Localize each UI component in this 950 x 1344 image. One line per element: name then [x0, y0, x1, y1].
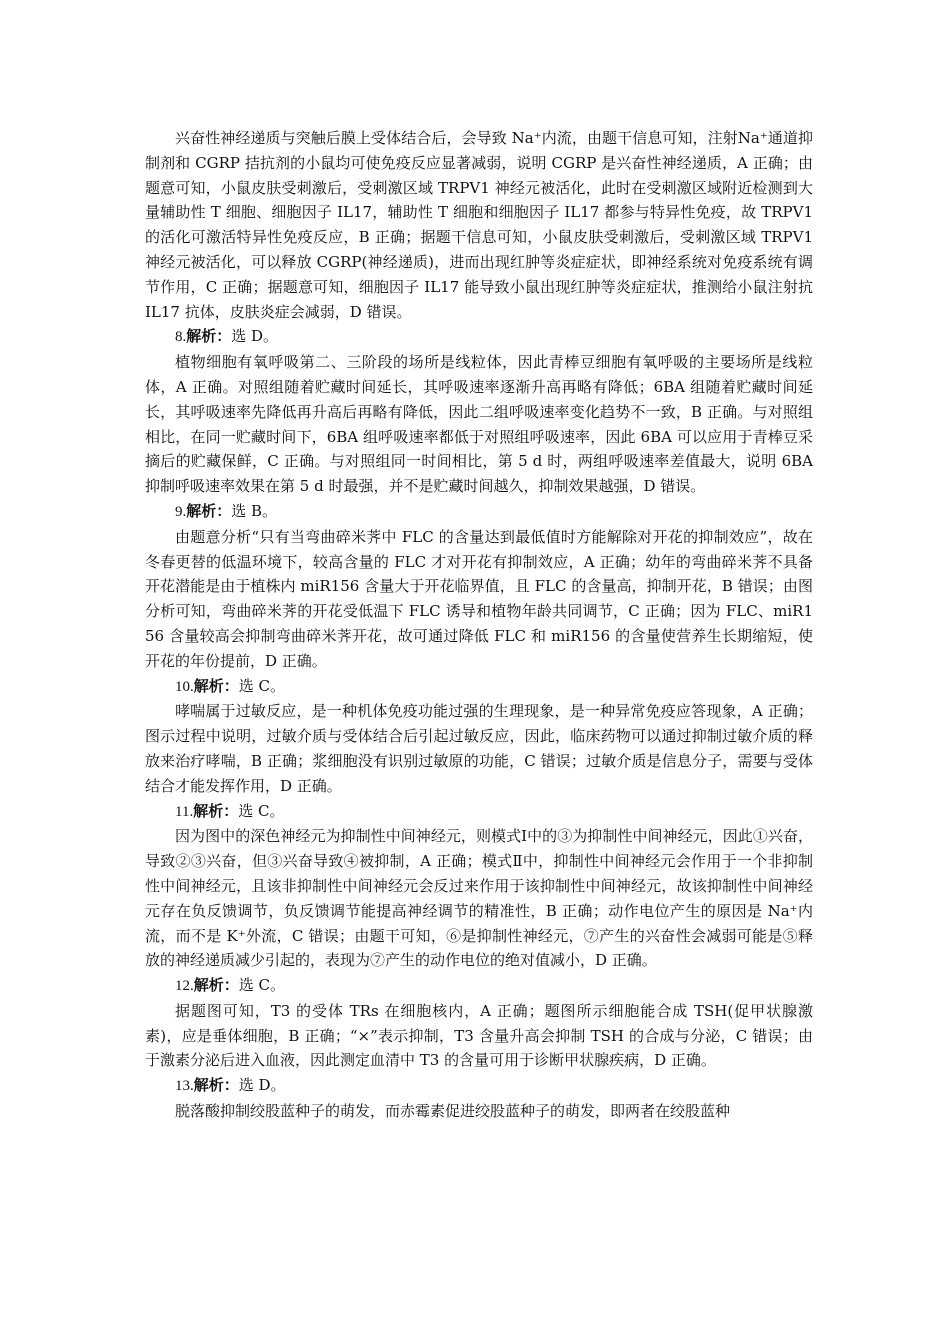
explanation-paragraph: 植物细胞有氧呼吸第二、三阶段的场所是线粒体，因此青棒豆细胞有氧呼吸的主要场所是线粒体，A 正确。对照组随着贮藏时间延长，其呼吸速率逐渐升高再略有降低；6BA 组随着贮藏时间延长，其呼吸速率先降低再升高后再略有降低，因此二组呼吸速率变化趋势不一致，B 正确。与对照组相比，在同一贮藏时间下，6BA 组呼吸速率都低于对照组呼吸速率，因此 6BA 可以应用于青棒豆采摘后的贮藏保鲜，C 正确。与对照组同一时间相比，第 5 d 时，两组呼吸速率差值最大，说明 6BA 抑制呼吸速率效果在第 5 d 时最强，并不是贮藏时间越久，抑制效果越强，D 错误。 — [145, 353, 813, 496]
analysis-label: 解析： — [193, 802, 239, 820]
question-number: 12. — [175, 978, 194, 995]
analysis-label: 解析： — [186, 502, 232, 520]
analysis-label: 解析： — [193, 1077, 239, 1095]
question-number: 10. — [175, 678, 194, 695]
explanation-paragraph: 据题图可知，T3 的受体 TRs 在细胞核内，A 正确；题图所示细胞能合成 TSH(促甲状腺激素)，应是垂体细胞，B 正确；“×”表示抑制，T3 含量升高会抑制 TSH 的合成与分泌，C 错误；由于激素分泌后进入血液，因此测定血清中 T3 的含量可用于诊断甲状腺疾病，D 正确。 — [145, 1001, 813, 1070]
question-number: 9. — [175, 503, 187, 520]
explanation-paragraph: 脱落酸抑制绞股蓝种子的萌发，而赤霉素促进绞股蓝种子的萌发，即两者在绞股蓝种 — [175, 1102, 731, 1121]
answer-choice: 选 B。 — [231, 501, 278, 520]
explanation-paragraph: 哮喘属于过敏反应，是一种机体免疫功能过强的生理现象，是一种异常免疫应答现象，A 正确；图示过程中说明，过敏介质与受体结合后引起过敏反应，因此，临床药物可以通过抑制过敏介质的释放来治疗哮喘，B 正确；浆细胞没有识别过敏原的功能，C 错误；过敏介质是信息分子，需要与受体结合才能发挥作用，D 正确。 — [145, 702, 813, 795]
answer-heading-9 — [145, 499, 813, 525]
explanation-paragraph: 因为图中的深色神经元为抑制性中间神经元，则模式Ⅰ中的③为抑制性中间神经元，因此①兴奋，导致②③兴奋，但③兴奋导致④被抑制，A 正确；模式Ⅱ中，抑制性中间神经元会作用于一个非抑制性中间神经元，且该非抑制性中间神经元会反过来作用于该抑制性中间神经元，故该抑制性中间神经元存在负反馈调节，负反馈调节能提高神经调节的精准性，B 正确；动作电位产生的原因是 Na⁺内流，而不是 K⁺外流，C 错误；由题干可知，⑥是抑制性神经元，⑦产生的兴奋性会减弱可能是⑤释放的神经递质减少引起的，表现为⑦产生的动作电位的绝对值减小，D 正确。 — [145, 827, 813, 970]
explanation-paragraph: 由题意分析“只有当弯曲碎米荠中 FLC 的含量达到最低值时方能解除对开花的抑制效应”，故在冬春更替的低温环境下，较高含量的 FLC 才对开花有抑制效应，A 正确；幼年的弯曲碎米荠不具备开花潜能是由于植株内 miR156 含量大于开花临界值，且 FLC 的含量高，抑制开花，B 错误；由图分析可知，弯曲碎米荠的开花受低温下 FLC 诱导和植物年龄共同调节，C 正确；因为 FLC、miR156 含量较高会抑制弯曲碎米荠开花，故可通过降低 FLC 和 miR156 的含量使营养生长期缩短，使开花的年份提前，D 正确。 — [145, 527, 813, 670]
answer-choice: 选 C。 — [238, 976, 286, 995]
analysis-label: 解析： — [186, 328, 232, 346]
answer-heading-11 — [145, 799, 813, 825]
answer-heading-13 — [145, 1073, 813, 1099]
question-number: 11. — [175, 803, 194, 820]
answer-choice: 选 D。 — [238, 1076, 286, 1095]
answer-heading-10 — [145, 674, 813, 700]
answer-choice: 选 D。 — [231, 327, 279, 346]
explanation-paragraph: 兴奋性神经递质与突触后膜上受体结合后，会导致 Na⁺内流，由题干信息可知，注射Na⁺通道抑制剂和 CGRP 拮抗剂的小鼠均可使免疫反应显著减弱，说明 CGRP 是兴奋性神经递质，A 正确；由题意可知，小鼠皮肤受刺激后，受刺激区域 TRPV1 神经元被活化，此时在受刺激区域附近检测到大量辅助性 T 细胞、细胞因子 IL17，辅助性 T 细胞和细胞因子 IL17 都参与特异性免疫，故 TRPV1 的活化可激活特异性免疫反应，B 正确；据题干信息可知，小鼠皮肤受刺激后，受刺激区域 TRPV1 神经元被活化，可以释放 CGRP(神经递质)，进而出现红肿等炎症症状，即神经系统对免疫系统有调节作用，C 正确；据题意可知，细胞因子 IL17 能导致小鼠出现红肿等炎症症状，推测给小鼠注射抗 IL17 抗体，皮肤炎症会减弱，D 错误。 — [145, 129, 813, 321]
answer-heading-8 — [145, 324, 813, 350]
answer-choice: 选 C。 — [238, 676, 286, 695]
analysis-label: 解析： — [193, 977, 239, 995]
question-number: 13. — [175, 1078, 194, 1095]
question-number: 8. — [175, 329, 187, 346]
analysis-label: 解析： — [193, 677, 239, 695]
answer-heading-12 — [145, 973, 813, 999]
document-page — [145, 126, 813, 1124]
answer-choice: 选 C。 — [238, 801, 285, 820]
